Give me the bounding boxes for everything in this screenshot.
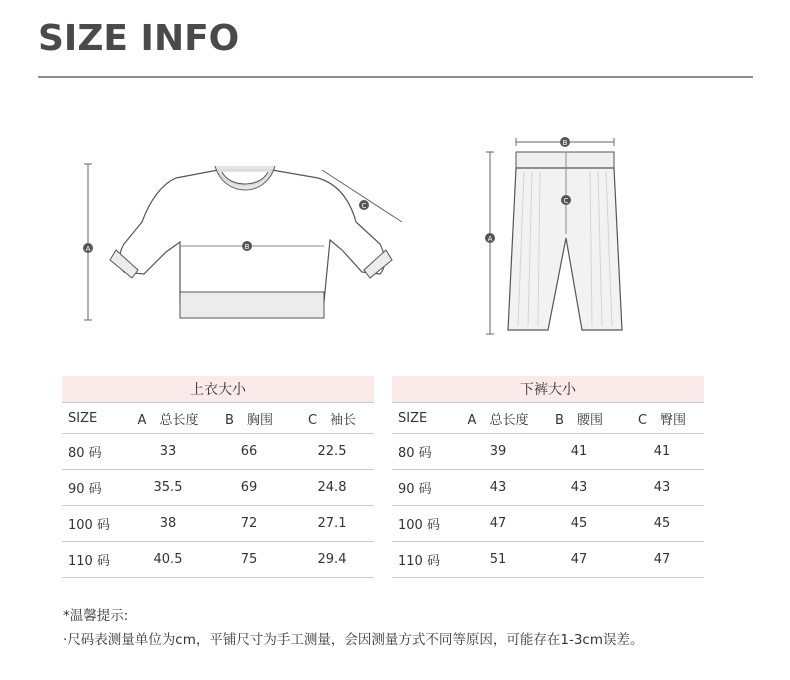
- table-header-row: [392, 403, 704, 434]
- table-row: 80 码 33 66 22.5: [62, 434, 374, 470]
- pants-marker-c: C: [563, 197, 569, 205]
- header-a: A 总长度: [128, 403, 208, 434]
- top-illustration: [80, 160, 420, 330]
- table-row: 90 码 35.5 69 24.8: [62, 470, 374, 506]
- pants-table-caption: 下裤大小: [392, 376, 704, 403]
- title-divider: [38, 76, 753, 78]
- top-marker-a: A: [85, 245, 91, 253]
- header-size: SIZE: [392, 403, 458, 434]
- table-row: 100 码 47 45 45: [392, 506, 704, 542]
- table-row: 100 码 38 72 27.1: [62, 506, 374, 542]
- notes-line: ·尺码表测量单位为cm，平铺尺寸为手工测量，会因测量方式不同等原因，可能存在1-3cm误差。: [63, 632, 644, 648]
- header-b: B 胸围: [208, 403, 290, 434]
- header-size: SIZE: [62, 403, 128, 434]
- top-marker-b: B: [244, 243, 250, 251]
- table-row: 110 码 51 47 47: [392, 542, 704, 578]
- top-marker-c: C: [361, 202, 367, 210]
- notes-heading: *温馨提示:: [63, 608, 129, 624]
- header-a: A 总长度: [458, 403, 538, 434]
- notes-section: [63, 604, 644, 652]
- table-row: 110 码 40.5 75 29.4: [62, 542, 374, 578]
- table-row: 80 码 39 41 41: [392, 434, 704, 470]
- table-row: 90 码 43 43 43: [392, 470, 704, 506]
- pants-marker-b: B: [562, 139, 568, 147]
- top-size-table: [62, 376, 374, 578]
- page-title: SIZE INFO: [38, 18, 240, 59]
- header-c: C 袖长: [290, 403, 374, 434]
- header-c: C 臀围: [620, 403, 704, 434]
- table-header-row: [62, 403, 374, 434]
- pants-marker-a: A: [487, 235, 493, 243]
- pants-size-table: [392, 376, 704, 578]
- header-b: B 腰围: [538, 403, 620, 434]
- top-table-caption: 上衣大小: [62, 376, 374, 403]
- pants-illustration: [480, 138, 630, 338]
